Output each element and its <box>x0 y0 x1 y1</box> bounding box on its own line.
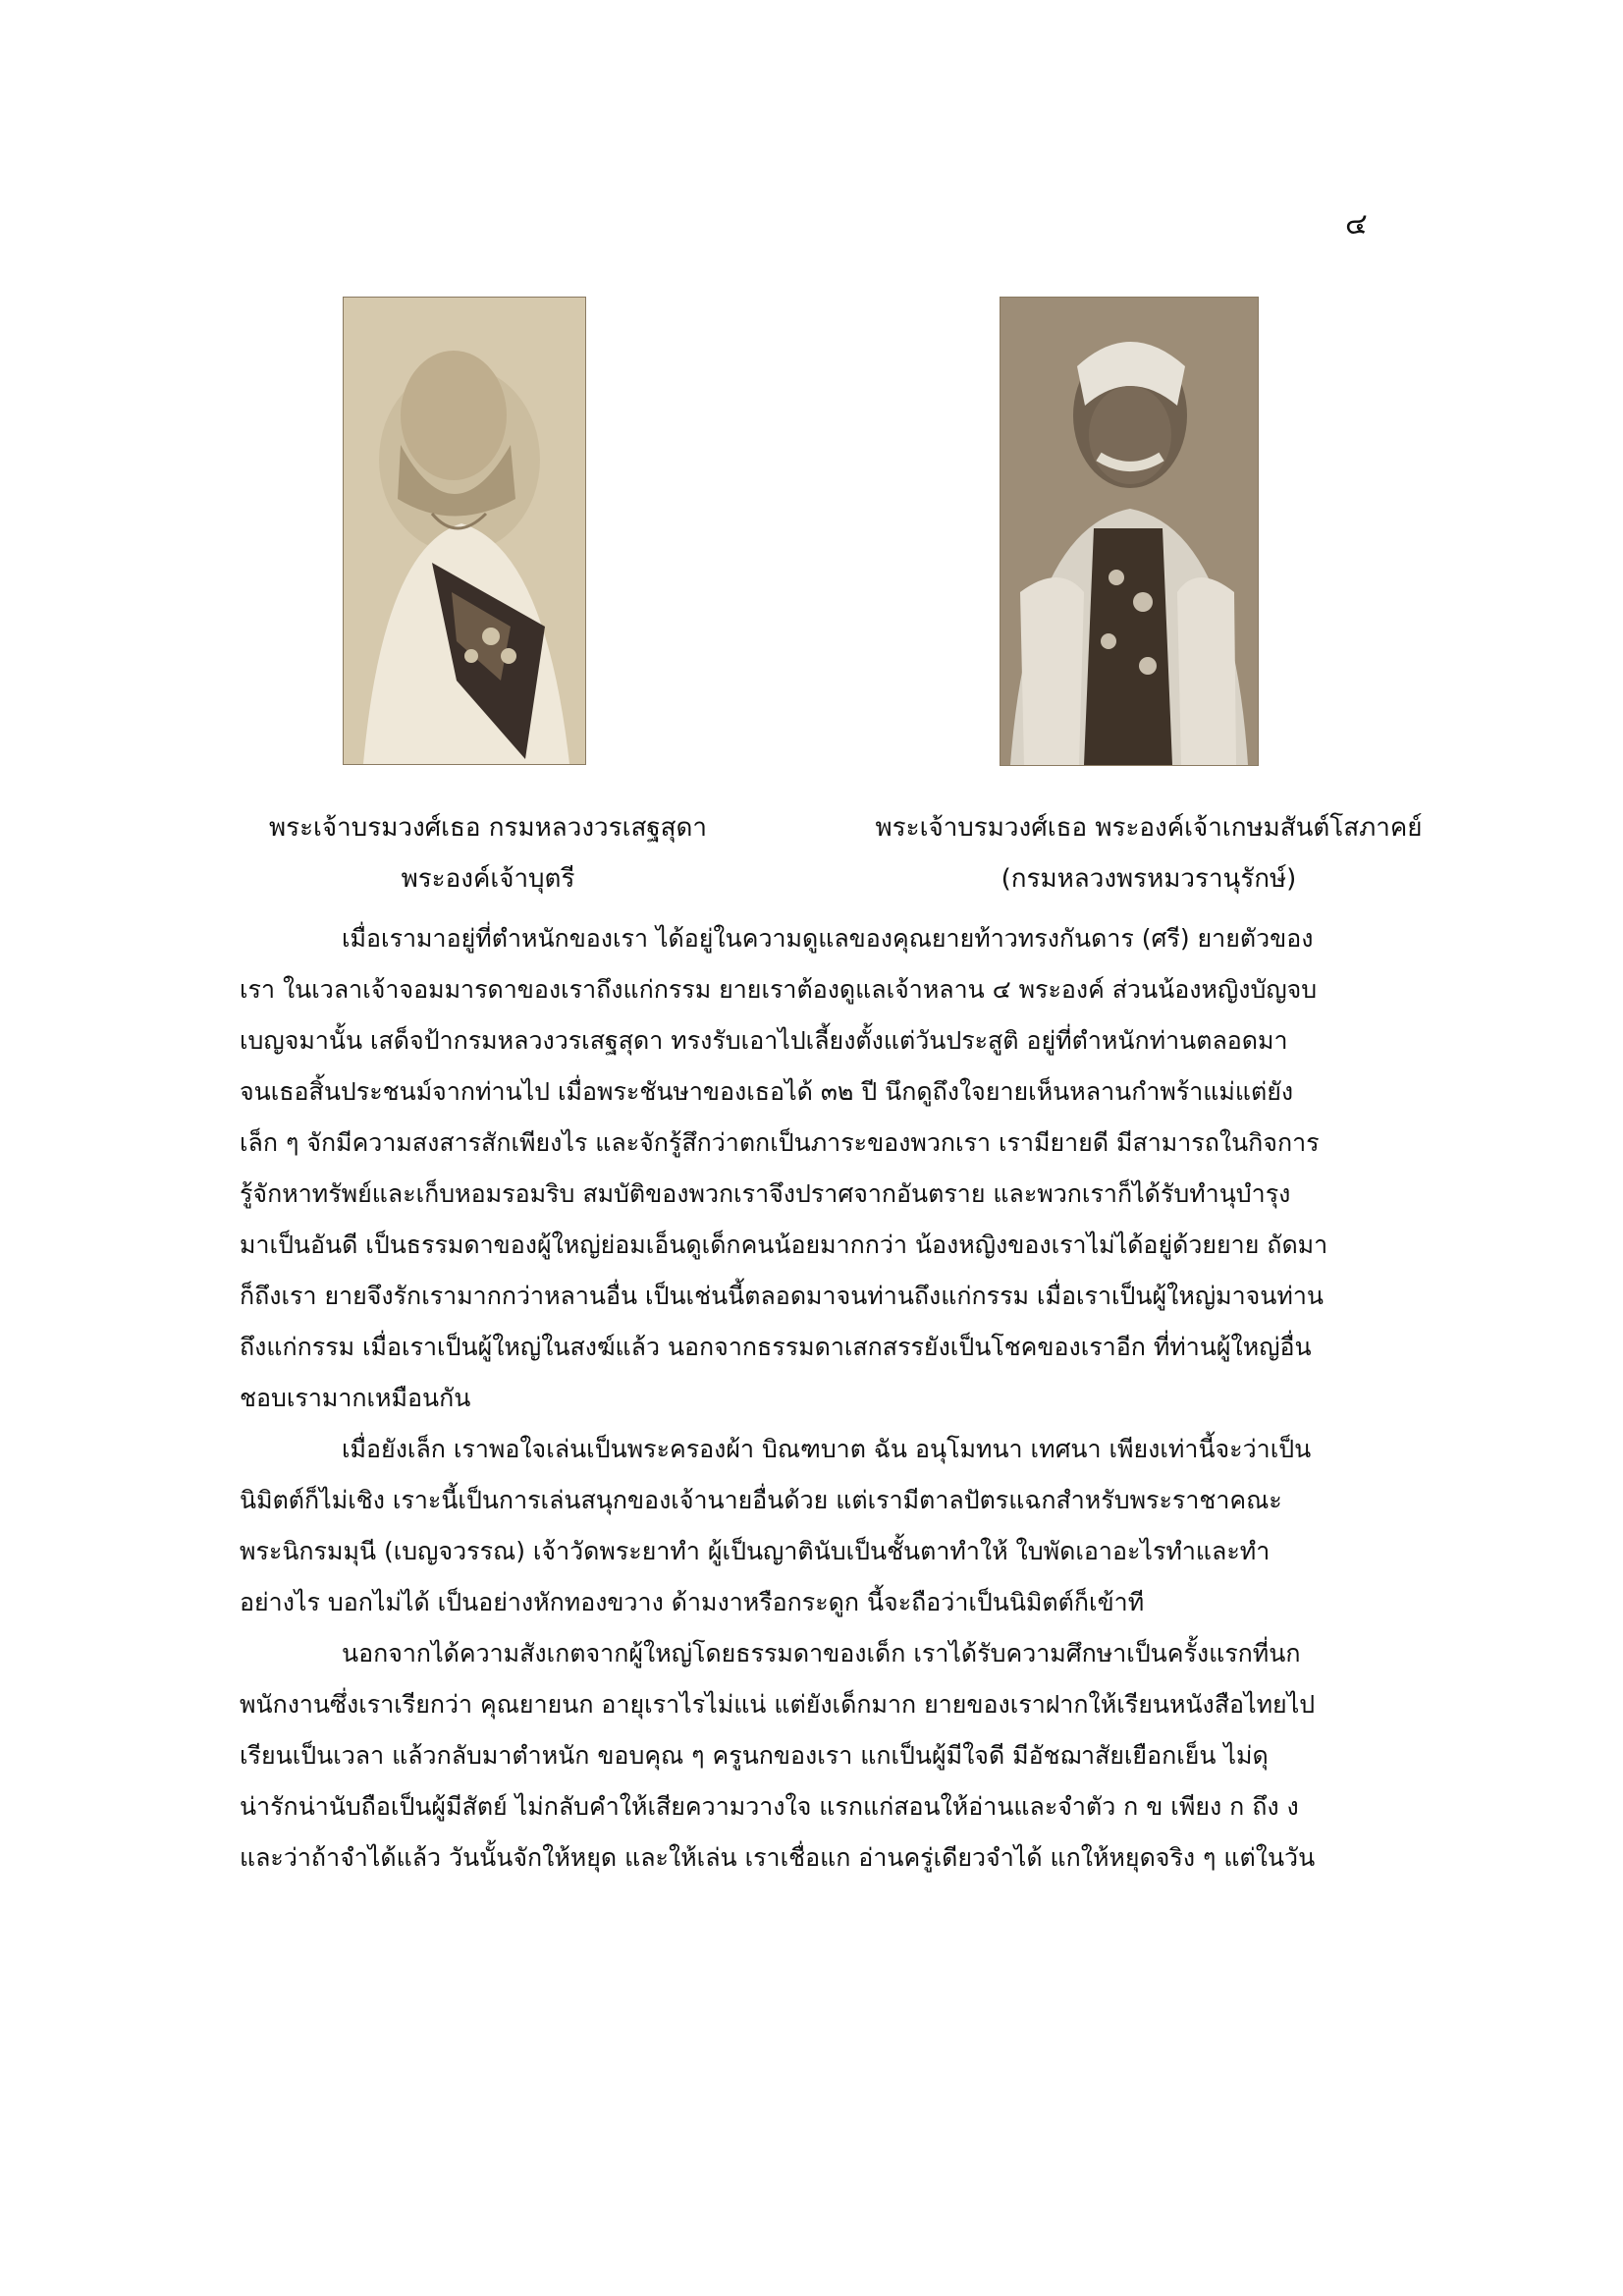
caption-right-line-2: (กรมหลวงพรหมวรานุรักษ์) <box>1001 864 1297 894</box>
paragraph-line: เบญจมานั้น เสด็จป้ากรมหลวงวรเสฐสุดา ทรงรับเอาไปเลี้ยงตั้งแต่วันประสูติ อยู่ที่ตำหนักท่านตลอดมา <box>240 1026 1288 1055</box>
paragraph-line: เรา ในเวลาเจ้าจอมมารดาของเราถึงแก่กรรม ยายเราต้องดูแลเจ้าหลาน ๔ พระองค์ ส่วนน้องหญิงบัญจบ <box>240 975 1318 1004</box>
paragraph-line: พนักงานซึ่งเราเรียกว่า คุณยายนก อายุเราไรไม่แน่ แต่ยังเด็กมาก ยายของเราฝากให้เรียนหนังสือไทยไป <box>240 1690 1316 1719</box>
paragraph-line: อย่างไร บอกไม่ได้ เป็นอย่างหักทองขวาง ด้ามงาหรือกระดูก นี้จะถือว่าเป็นนิมิตต์ก็เข้าที <box>240 1588 1145 1616</box>
paragraph-line: พระนิกรมมุนี (เบญจวรรณ) เจ้าวัดพระยาทำ ผู้เป็นญาตินับเป็นชั้นตาทำให้ ใบพัดเอาอะไรทำและทำ <box>240 1537 1271 1565</box>
caption-right <box>864 802 1434 904</box>
paragraph-2 <box>240 1424 1398 1628</box>
paragraph-line: เมื่อเรามาอยู่ที่ตำหนักของเรา ได้อยู่ในความดูแลของคุณยายท้าวทรงกันดาร (ศรี) ยายตัวของ <box>342 924 1314 953</box>
caption-right-line-1: พระเจ้าบรมวงศ์เธอ พระองค์เจ้าเกษมสันต์โสภาคย์ <box>875 813 1423 843</box>
paragraph-line: รู้จักหาทรัพย์และเก็บหอมรอมริบ สมบัติของพวกเราจึงปราศจากอันตราย และพวกเราก็ได้รับทำนุบำรุง <box>240 1179 1291 1208</box>
caption-left-line-2: พระองค์เจ้าบุตรี <box>401 864 575 894</box>
paragraph-line: ก็ถึงเรา ยายจึงรักเรามากกว่าหลานอื่น เป็นเช่นนี้ตลอดมาจนท่านถึงแก่กรรม เมื่อเราเป็นผู้ใหญ่มาจนท่าน <box>240 1282 1324 1310</box>
body-text <box>240 913 1398 1884</box>
page-number: ๔ <box>1345 207 1368 242</box>
caption-left <box>228 802 748 904</box>
paragraph-line: เมื่อยังเล็ก เราพอใจเล่นเป็นพระครองผ้า บิณฑบาต ฉัน อนุโมทนา เทศนา เพียงเท่านี้จะว่าเป็น <box>342 1435 1312 1463</box>
portrait-photo-left <box>343 297 586 765</box>
paragraph-1 <box>240 913 1398 1424</box>
paragraph-line: นอกจากได้ความสังเกตจากผู้ใหญ่โดยธรรมดาของเด็ก เราได้รับความศึกษาเป็นครั้งแรกที่นก <box>342 1639 1301 1667</box>
paragraph-line: และว่าถ้าจำได้แล้ว วันนั้นจักให้หยุด และให้เล่น เราเชื่อแก อ่านครู่เดียวจำได้ แกให้หยุดจริง ๆ แต่ในวัน <box>240 1843 1316 1872</box>
paragraph-line: นิมิตต์ก็ไม่เชิง เราะนี้เป็นการเล่นสนุกของเจ้านายอื่นด้วย แต่เรามีตาลปัตรแฉกสำหรับพระราชาคณะ <box>240 1486 1282 1514</box>
paragraph-line: เรียนเป็นเวลา แล้วกลับมาตำหนัก ขอบคุณ ๆ ครูนกของเรา แกเป็นผู้มีใจดี มีอัชฌาสัยเยือกเย็น ไม่ดุ <box>240 1741 1269 1770</box>
portrait-photo-right <box>1000 297 1259 766</box>
paragraph-line: ถึงแก่กรรม เมื่อเราเป็นผู้ใหญ่ในสงฆ์แล้ว นอกจากธรรมดาเสกสรรยังเป็นโชคของเราอีก ที่ท่านผู้ใหญ่อื่น <box>240 1333 1312 1361</box>
paragraph-line: น่ารักน่านับถือเป็นผู้มีสัตย์ ไม่กลับคำให้เสียความวางใจ แรกแก่สอนให้อ่านและจำตัว ก ข เพียง ก ถึง ง <box>240 1792 1299 1821</box>
paragraph-line: มาเป็นอันดี เป็นธรรมดาของผู้ใหญ่ย่อมเอ็นดูเด็กคนน้อยมากกว่า น้องหญิงของเราไม่ได้อยู่ด้วยยาย ถัดมา <box>240 1230 1328 1259</box>
caption-left-line-1: พระเจ้าบรมวงศ์เธอ กรมหลวงวรเสฐสุดา <box>268 813 708 843</box>
paragraph-3 <box>240 1628 1398 1884</box>
paragraph-line: ชอบเรามากเหมือนกัน <box>240 1384 471 1412</box>
paragraph-line: เล็ก ๆ จักมีความสงสารสักเพียงไร และจักรู้สึกว่าตกเป็นภาระของพวกเรา เรามียายดี มีสามารถในกิจการ <box>240 1128 1320 1157</box>
paragraph-line: จนเธอสิ้นประชนม์จากท่านไป เมื่อพระชันษาของเธอได้ ๓๒ ปี นึกดูถึงใจยายเห็นหลานกำพร้าแม่แต่ยัง <box>240 1077 1294 1106</box>
